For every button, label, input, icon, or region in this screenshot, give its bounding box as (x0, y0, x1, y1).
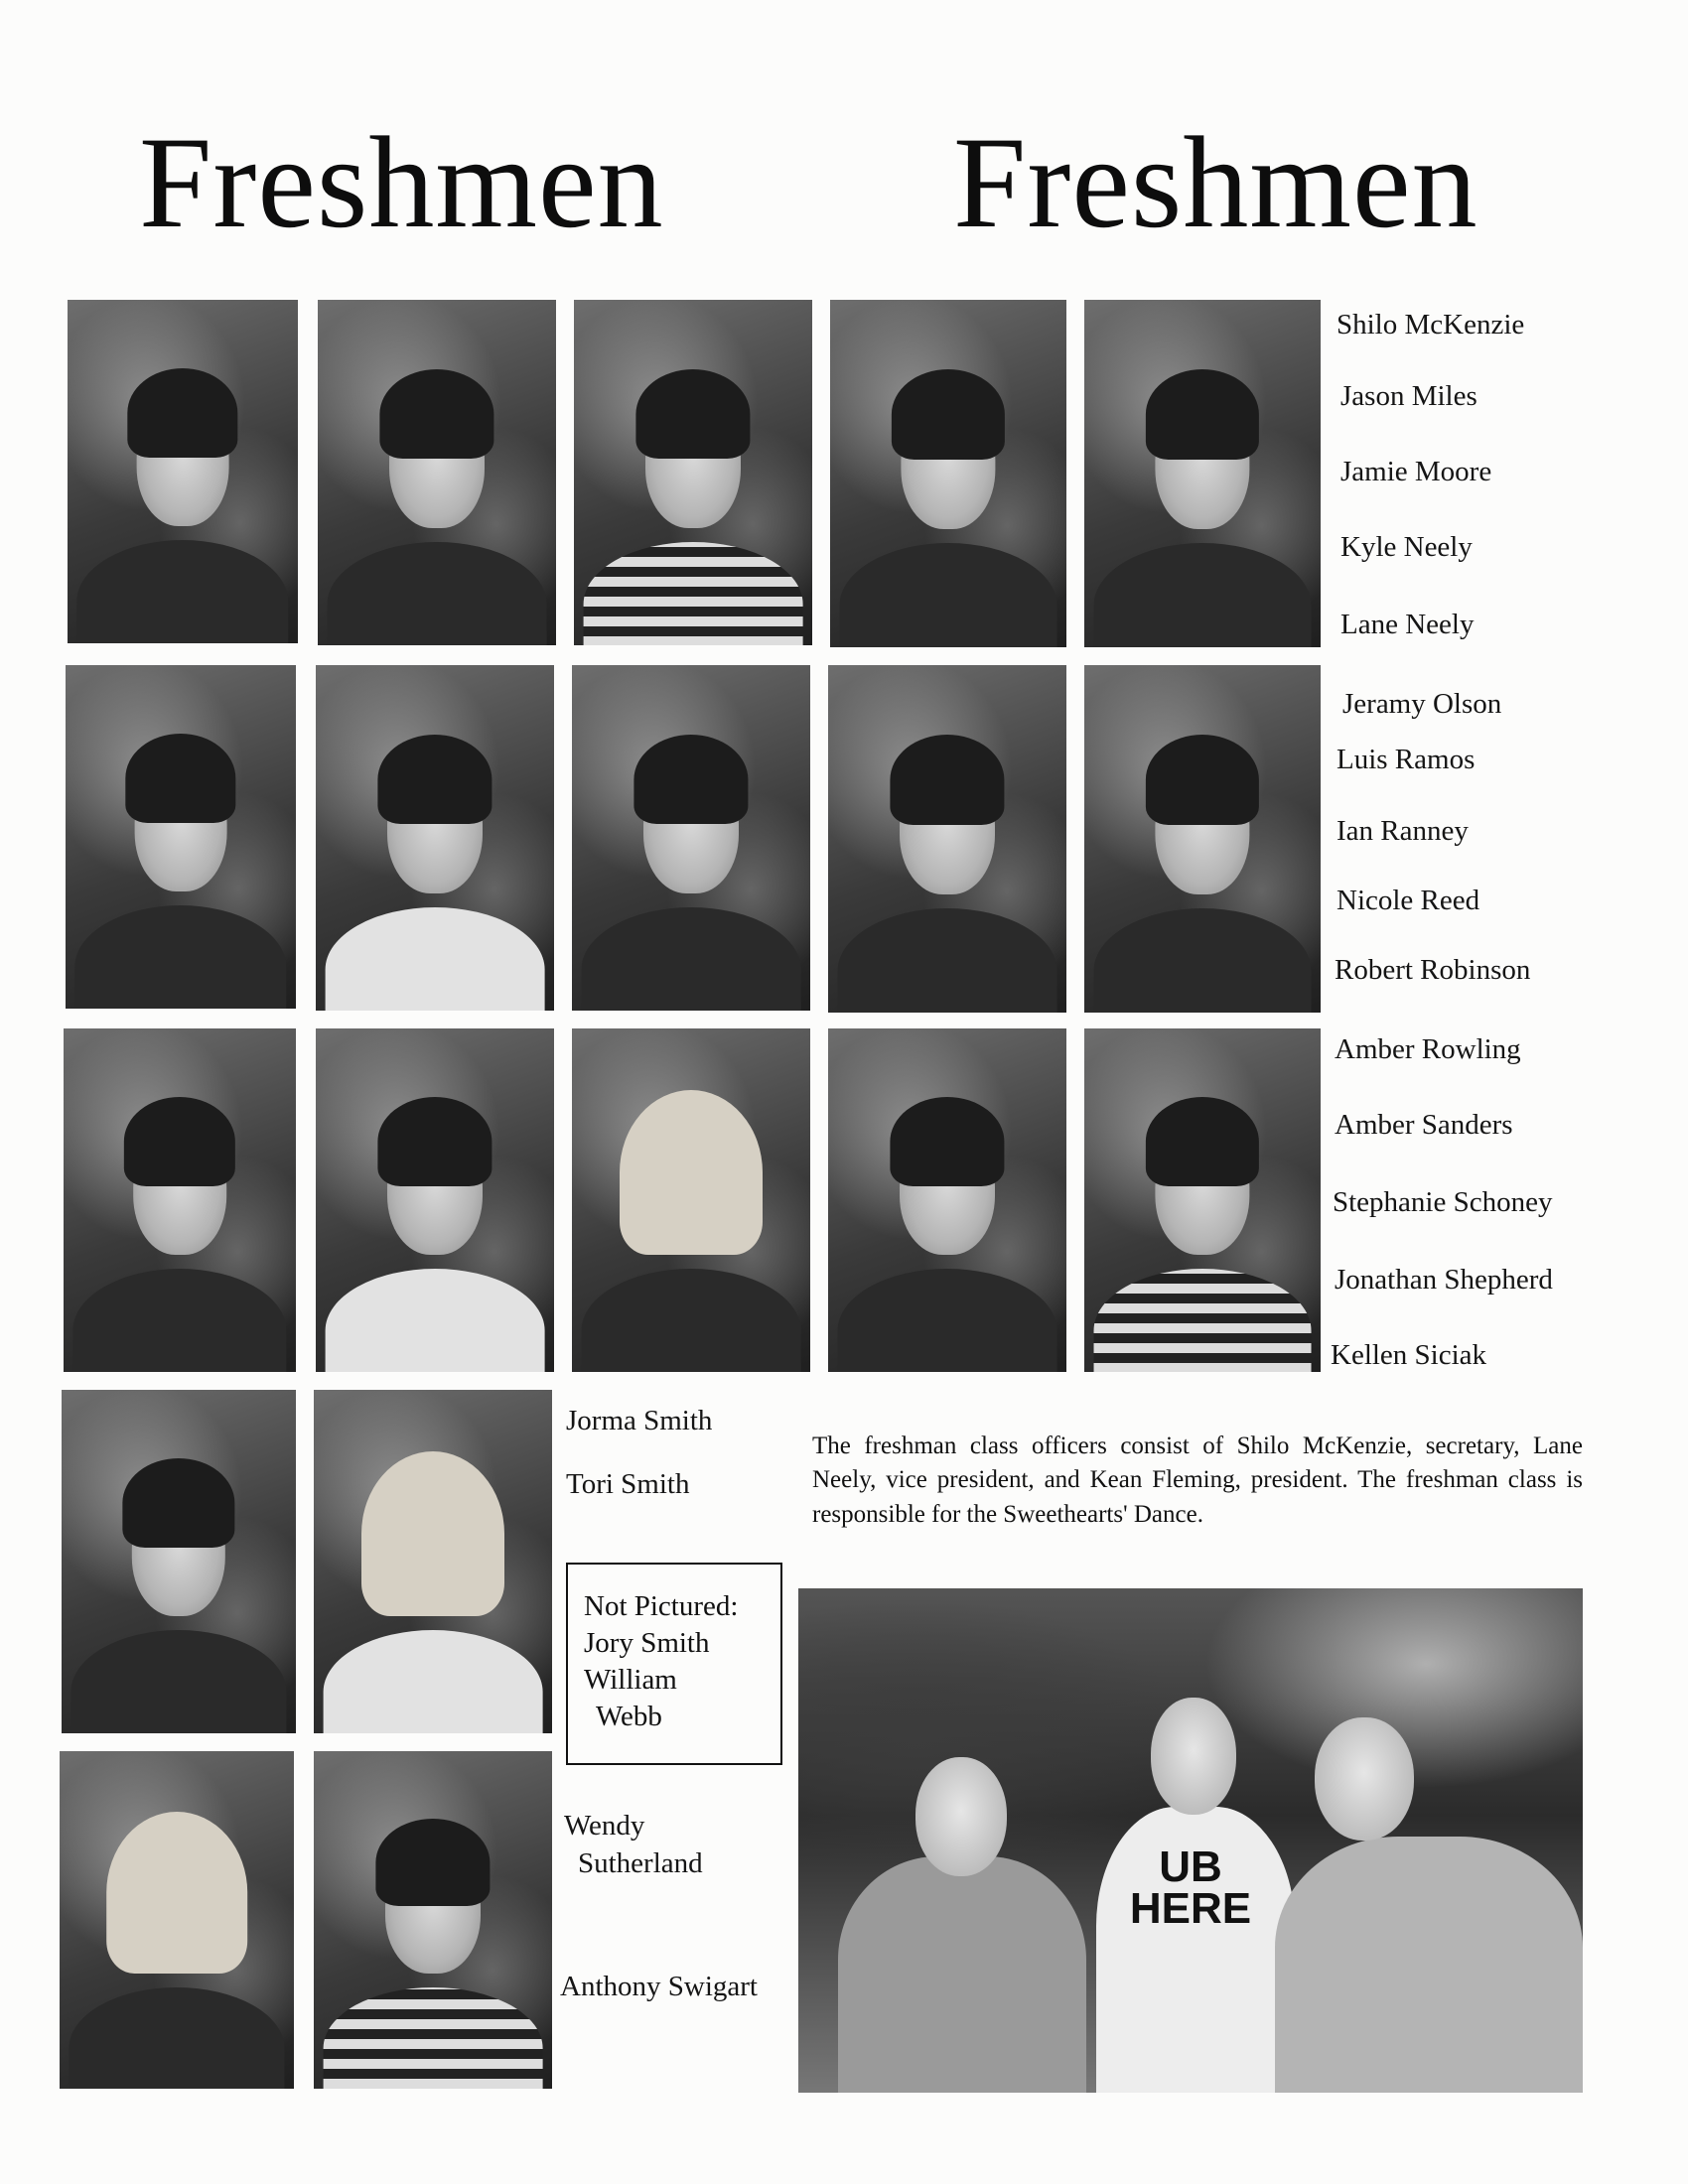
not-pictured-box (566, 1563, 782, 1765)
shirt-text: UB HERE (1129, 1843, 1252, 1933)
portrait-photo (68, 300, 298, 643)
student-name: Jorma Smith (566, 1405, 713, 1436)
student-name: Jonathan Shepherd (1335, 1264, 1553, 1296)
student-name: Lane Neely (1340, 609, 1475, 640)
student-name: Stephanie Schoney (1333, 1186, 1553, 1218)
officers-caption: The freshman class officers consist of Shilo McKenzie, secretary, Lane Neely, vice president, and Kean Fleming, president. The freshman class is responsible for the Sweethearts' Dance. (812, 1433, 1583, 1528)
portrait-photo (574, 300, 812, 645)
student-name: Kyle Neely (1340, 531, 1473, 563)
not-pictured-name: Webb (596, 1701, 662, 1733)
class-officers-photo (798, 1588, 1583, 2093)
student-name: Shilo McKenzie (1336, 309, 1525, 341)
not-pictured-heading: Not Pictured: (584, 1590, 739, 1622)
student-name: Jamie Moore (1340, 456, 1492, 487)
portrait-photo (60, 1751, 294, 2089)
not-pictured-name: William (584, 1664, 677, 1697)
student-name: Robert Robinson (1335, 954, 1531, 986)
portrait-photo (314, 1751, 552, 2089)
portrait-photo (572, 1028, 810, 1372)
student-name: Luis Ramos (1336, 744, 1476, 775)
portrait-photo (62, 1390, 296, 1733)
portrait-photo (314, 1390, 552, 1733)
portrait-photo (572, 665, 810, 1011)
student-name: Ian Ranney (1336, 815, 1469, 847)
student-name: Jason Miles (1340, 380, 1477, 412)
officer-person (798, 1588, 1583, 2093)
student-name: Anthony Swigart (560, 1971, 758, 2002)
portrait-photo (830, 300, 1066, 647)
student-name: Tori Smith (566, 1468, 690, 1500)
portrait-photo (318, 300, 556, 645)
student-name: Sutherland (578, 1847, 703, 1879)
portrait-photo (1084, 665, 1321, 1013)
page-title-right: Freshmen (953, 109, 1478, 255)
portrait-photo (1084, 300, 1321, 647)
page-title-left: Freshmen (139, 109, 664, 255)
student-name: Amber Sanders (1335, 1109, 1513, 1141)
student-name: Amber Rowling (1335, 1033, 1521, 1065)
portrait-photo (828, 665, 1066, 1013)
student-name: Wendy (564, 1810, 645, 1842)
portrait-photo (1084, 1028, 1321, 1372)
not-pictured-name: Jory Smith (584, 1627, 710, 1660)
student-name: Kellen Siciak (1331, 1339, 1487, 1371)
student-name: Nicole Reed (1336, 885, 1480, 916)
portrait-photo (316, 665, 554, 1011)
portrait-photo (66, 665, 296, 1009)
student-name: Jeramy Olson (1342, 688, 1502, 720)
portrait-photo (316, 1028, 554, 1372)
portrait-photo (64, 1028, 296, 1372)
portrait-photo (828, 1028, 1066, 1372)
